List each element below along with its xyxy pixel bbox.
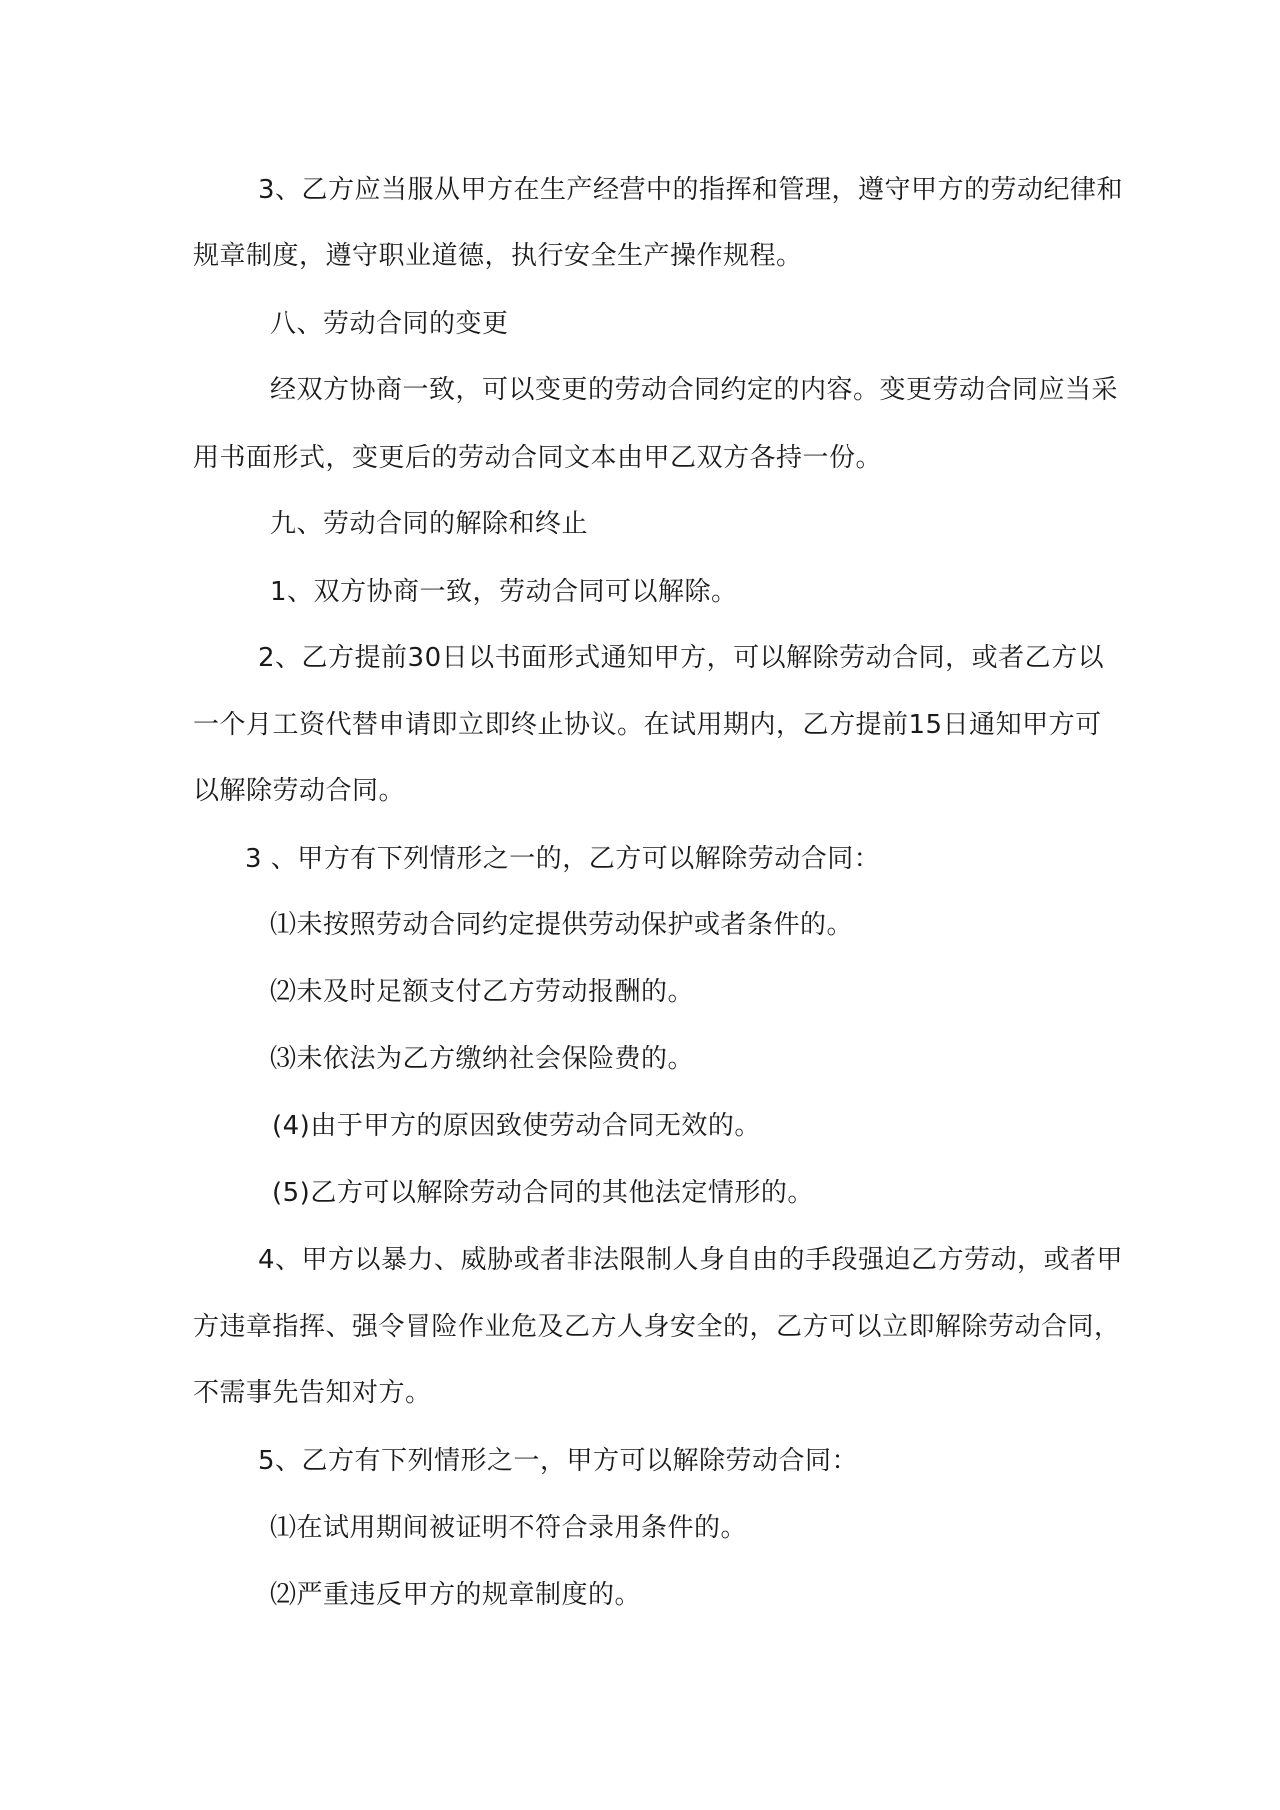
paragraph-line: 4、甲方以暴力、威胁或者非法限制人身自由的手段强迫乙方劳动，或者甲 bbox=[258, 1245, 1124, 1275]
list-item: ⑶未依法为乙方缴纳社会保险费的。 bbox=[270, 1044, 695, 1074]
paragraph-line: 1、双方协商一致，劳动合同可以解除。 bbox=[270, 577, 738, 607]
paragraph-line: 经双方协商一致，可以变更的劳动合同约定的内容。变更劳动合同应当采 bbox=[270, 375, 1119, 405]
paragraph-line: 规章制度，遵守职业道德，执行安全生产操作规程。 bbox=[193, 241, 803, 271]
paragraph-line: 方违章指挥、强令冒险作业危及乙方人身安全的，乙方可以立即解除劳动合同， bbox=[193, 1312, 1121, 1342]
list-item: ⑴未按照劳动合同约定提供劳动保护或者条件的。 bbox=[270, 910, 854, 940]
list-item: ⑴在试用期间被证明不符合录用条件的。 bbox=[270, 1513, 748, 1543]
list-item: ⑵未及时足额支付乙方劳动报酬的。 bbox=[270, 977, 695, 1007]
paragraph-line: 以解除劳动合同。 bbox=[193, 776, 406, 806]
paragraph-line: 5、乙方有下列情形之一，甲方可以解除劳动合同： bbox=[258, 1446, 859, 1476]
paragraph-line: 2、乙方提前30日以书面形式通知甲方，可以解除劳动合同，或者乙方以 bbox=[258, 643, 1105, 673]
paragraph-line: 3 、甲方有下列情形之一的，乙方可以解除劳动合同： bbox=[245, 844, 881, 874]
section-heading: 九、劳动合同的解除和终止 bbox=[270, 509, 589, 539]
section-heading: 八、劳动合同的变更 bbox=[270, 309, 509, 339]
list-item: ⑵严重违反甲方的规章制度的。 bbox=[270, 1580, 642, 1610]
paragraph-line: 不需事先告知对方。 bbox=[193, 1378, 432, 1408]
list-item: (4)由于甲方的原因致使劳动合同无效的。 bbox=[272, 1111, 761, 1141]
paragraph-line: 一个月工资代替申请即立即终止协议。在试用期内，乙方提前15日通知甲方可 bbox=[193, 710, 1102, 740]
paragraph-line: 3、乙方应当服从甲方在生产经营中的指挥和管理，遵守甲方的劳动纪律和 bbox=[258, 175, 1124, 205]
list-item: (5)乙方可以解除劳动合同的其他法定情形的。 bbox=[272, 1178, 814, 1208]
paragraph-line: 用书面形式，变更后的劳动合同文本由甲乙双方各持一份。 bbox=[193, 443, 883, 473]
